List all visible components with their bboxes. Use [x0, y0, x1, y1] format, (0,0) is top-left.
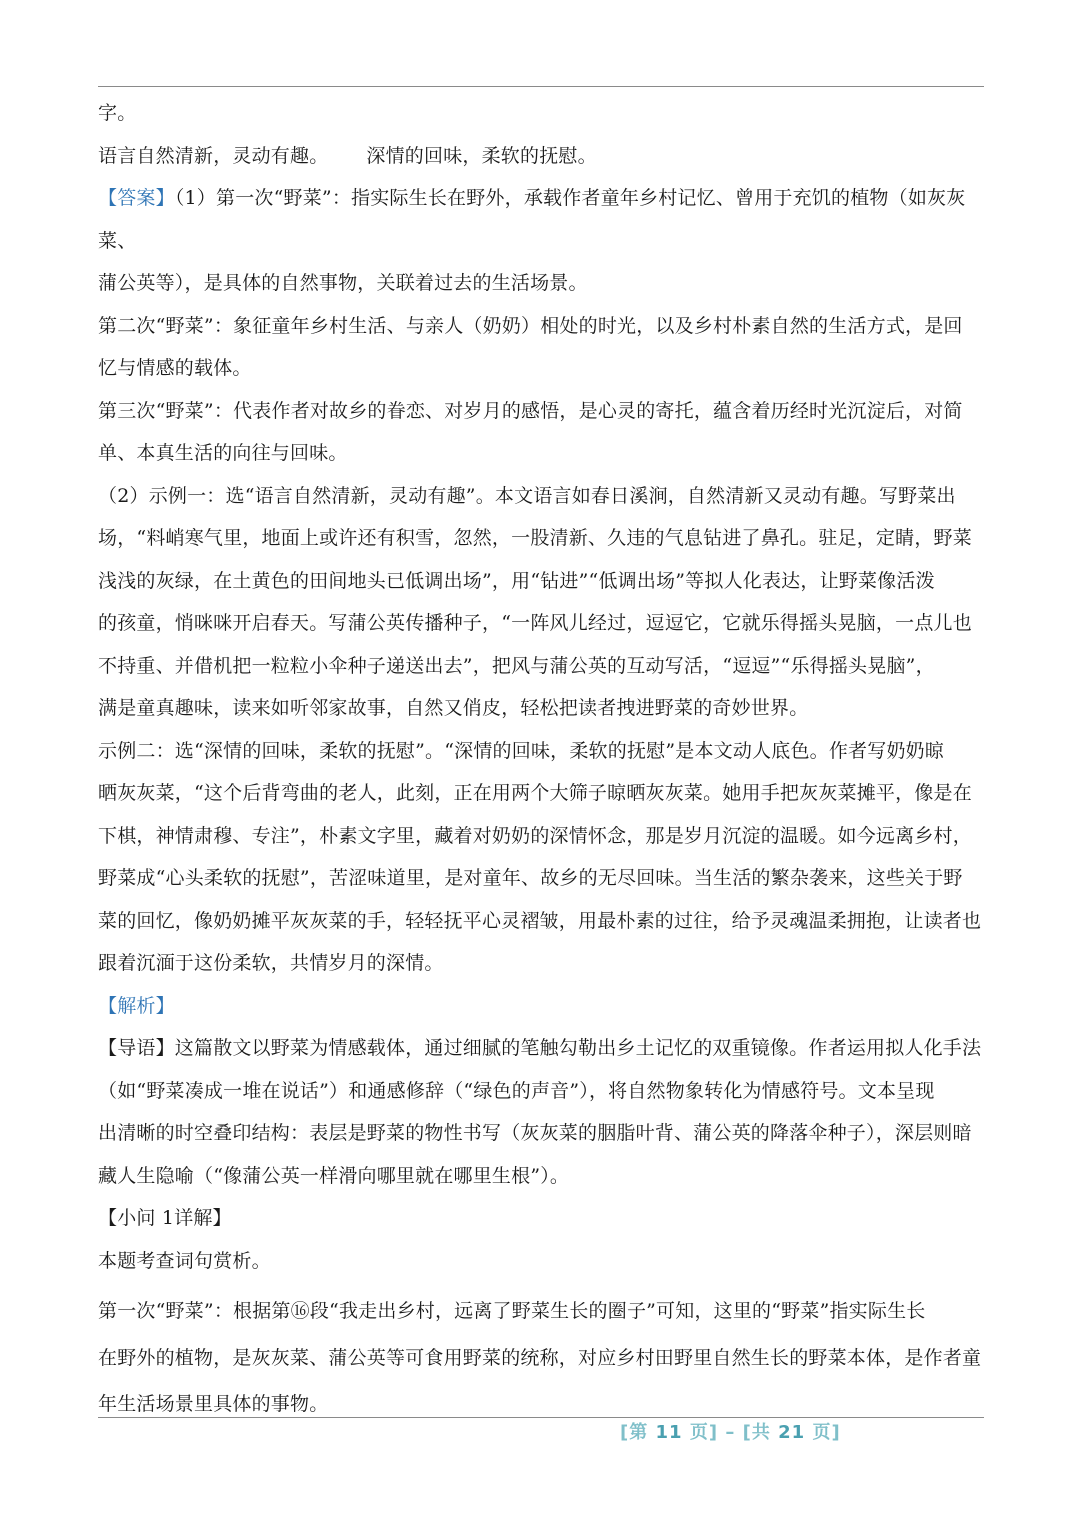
answer-line: 【答案】（1）第一次“野菜”：指实际生长在野外，承载作者童年乡村记忆、曾用于充饥的植物（如灰灰菜、: [98, 187, 966, 252]
analysis-heading: 【解析】: [98, 994, 175, 1017]
text-line: 浅浅的灰绿，在土黄色的田间地头已低调出场”，用“钻进”“低调出场”等拟人化表达，让野菜像活泼: [98, 569, 935, 592]
text-line: 单、本真生活的向往与回味。: [98, 442, 348, 464]
option-text: 语言自然清新，灵动有趣。: [98, 144, 329, 167]
text-line: 示例二：选“深情的回味，柔软的抚慰”。“深情的回味，柔软的抚慰”是本文动人底色。作者写奶奶晾: [98, 739, 945, 762]
text-line: 野菜成“心头柔软的抚慰”，苦涩味道里，是对童年、故乡的无尽回味。当生活的繁杂袭来，这些关于野: [98, 867, 963, 889]
text-line: 晒灰灰菜，“这个后背弯曲的老人，此刻，正在用两个大筛子晾晒灰灰菜。她用手把灰灰菜摊平，像是在: [98, 782, 972, 804]
text-line: 蒲公英等），是具体的自然事物，关联着过去的生活场景。: [98, 272, 588, 294]
text-line: （2）示例一：选“语言自然清新，灵动有趣”。本文语言如春日溪涧，自然清新又灵动有趣。写野菜出: [98, 484, 956, 507]
text-line: 满是童真趣味，读来如听邻家故事，自然又俏皮，轻松把读者拽进野菜的奇妙世界。: [98, 697, 809, 719]
text-line: 第二次“野菜”：象征童年乡村生活、与亲人（奶奶）相处的时光，以及乡村朴素自然的生活方式，是回: [98, 314, 963, 337]
text-line: [98, 135, 986, 178]
text-line: 在野外的植物，是灰灰菜、蒲公英等可食用野菜的统称，对应乡村田野里自然生长的野菜本体，是作者童: [98, 1346, 982, 1369]
text-line: 下棋，神情肃穆、专注”，朴素文字里，藏着对奶奶的深情怀念，那是岁月沉淀的温暖。如今远离乡村，: [98, 824, 972, 847]
text-line: 年生活场景里具体的事物。: [98, 1393, 329, 1415]
text-line: 藏人生隐喻（“像蒲公英一样滑向哪里就在哪里生根”）。: [98, 1164, 570, 1187]
text-line: 跟着沉湎于这份柔软，共情岁月的深情。: [98, 952, 444, 974]
answer-tag: 【答案】: [98, 187, 175, 209]
total-pages-number: 21: [778, 1422, 806, 1443]
text-line: 第一次“野菜”：根据第⑯段“我走出乡村，远离了野菜生长的圈子”可知，这里的“野菜”指实际生长: [98, 1300, 926, 1322]
option-text: 深情的回味，柔软的抚慰。: [366, 144, 597, 167]
text-line: 本题考查词句赏析。: [98, 1249, 271, 1272]
current-page-number: 11: [655, 1422, 683, 1443]
page-indicator: [第 11 页] – [共 21 页]: [620, 1422, 841, 1443]
text-line: 字。: [98, 102, 137, 124]
footer-divider: [98, 1417, 984, 1418]
subquestion-heading: 【小问 1详解】: [98, 1207, 232, 1229]
header-divider: [98, 86, 984, 87]
document-body: [98, 92, 986, 1426]
text-line: 菜的回忆，像奶奶摊平灰灰菜的手，轻轻抚平心灵褶皱，用最朴素的过往，给予灵魂温柔拥抱，让读者也: [98, 909, 982, 932]
text-line: 不持重、并借机把一粒粒小伞种子递送出去”，把风与蒲公英的互动写活，“逗逗”“乐得摇头晃脑”，: [98, 654, 935, 677]
text-line: （如“野菜凑成一堆在说话”）和通感修辞（“绿色的声音”），将自然物象转化为情感符号。文本呈现: [98, 1079, 935, 1102]
text-line: 场，“料峭寒气里，地面上或许还有积雪，忽然，一股清新、久违的气息钻进了鼻孔。驻足，定睛，野菜: [98, 527, 972, 549]
text-line: 的孩童，悄咪咪开启春天。写蒲公英传播种子，“一阵风儿经过，逗逗它，它就乐得摇头晃脑，一点儿也: [98, 612, 972, 634]
text-line: 第三次“野菜”：代表作者对故乡的眷恋、对岁月的感悟，是心灵的寄托，蕴含着历经时光沉淀后，对简: [98, 399, 963, 422]
text-line: 【导语】这篇散文以野菜为情感载体，通过细腻的笔触勾勒出乡土记忆的双重镜像。作者运用拟人化手法: [98, 1037, 982, 1059]
text-line: 忆与情感的载体。: [98, 357, 252, 379]
text-line: 出清晰的时空叠印结构：表层是野菜的物性书写（灰灰菜的胭脂叶背、蒲公英的降落伞种子），深层则暗: [98, 1122, 972, 1144]
